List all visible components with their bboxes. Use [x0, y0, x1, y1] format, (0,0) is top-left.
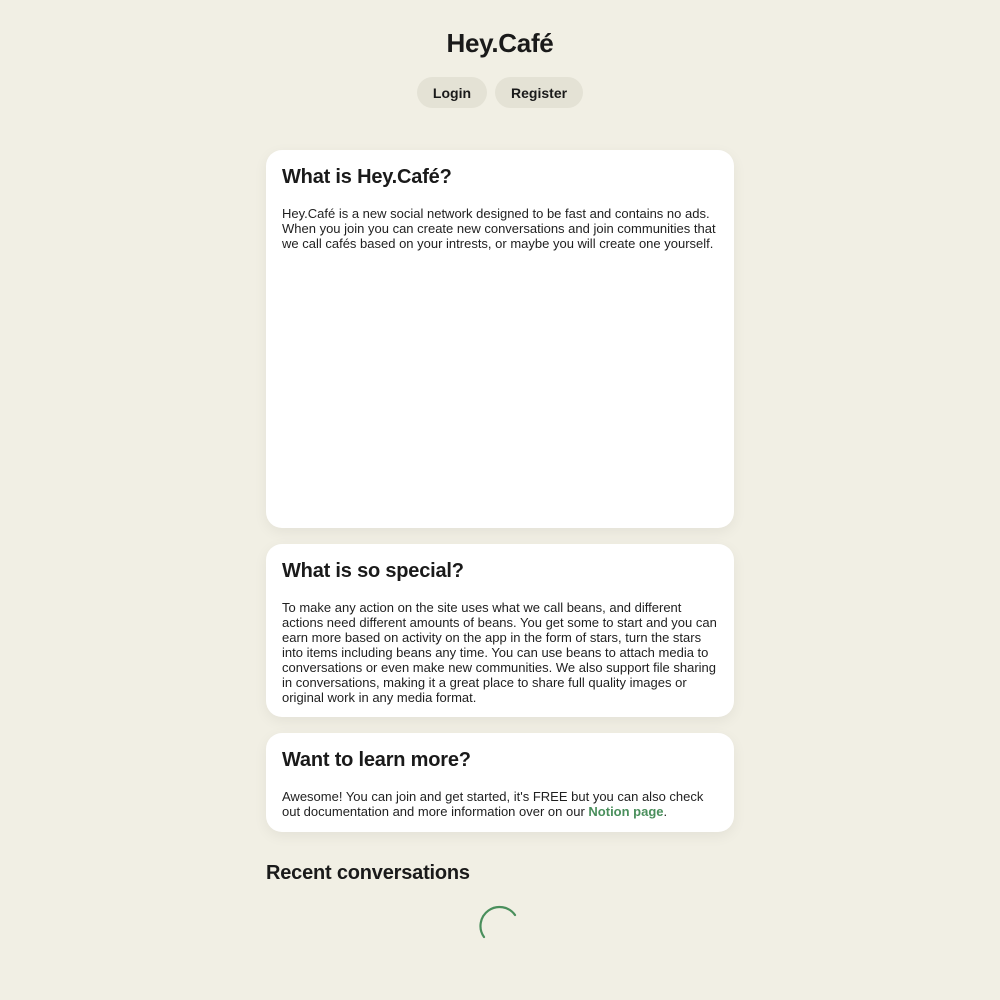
- special-card-title: What is so special?: [282, 560, 464, 582]
- auth-buttons: [0, 77, 1000, 108]
- spinner-icon: [478, 901, 518, 941]
- learn-more-card-title: Want to learn more?: [282, 749, 471, 771]
- learn-more-period: .: [663, 804, 668, 819]
- about-card: [266, 150, 734, 528]
- register-button[interactable]: Register: [495, 77, 583, 108]
- recent-conversations-heading: Recent conversations: [266, 862, 470, 884]
- site-title[interactable]: Hey.Café: [446, 28, 554, 58]
- notion-page-link[interactable]: Notion page: [588, 804, 664, 819]
- login-button[interactable]: Login: [417, 77, 487, 108]
- special-card: [266, 544, 734, 717]
- learn-more-card: [266, 733, 734, 832]
- about-card-title: What is Hey.Café?: [282, 166, 452, 188]
- special-card-body: To make any action on the site uses what we call beans, and different actions need different amounts of beans. You get some to start and you can earn more based on activity on the app in the form of stars, turn the stars into items including beans any time. You can use beans to attach media to conversations or even make new communities. We also support file sharing in conversations, making it a great place to share full quality images or original work in any media format.: [282, 600, 717, 705]
- about-card-body: Hey.Café is a new social network designed to be fast and contains no ads. When you join you can create new conversations and join communities that we call cafés based on your intrests, or maybe you will create one yourself.: [282, 206, 716, 251]
- learn-more-card-body: [282, 789, 718, 819]
- learn-more-text: Awesome! You can join and get started, it's FREE but you can also check out documentation and more information over on our: [282, 789, 704, 819]
